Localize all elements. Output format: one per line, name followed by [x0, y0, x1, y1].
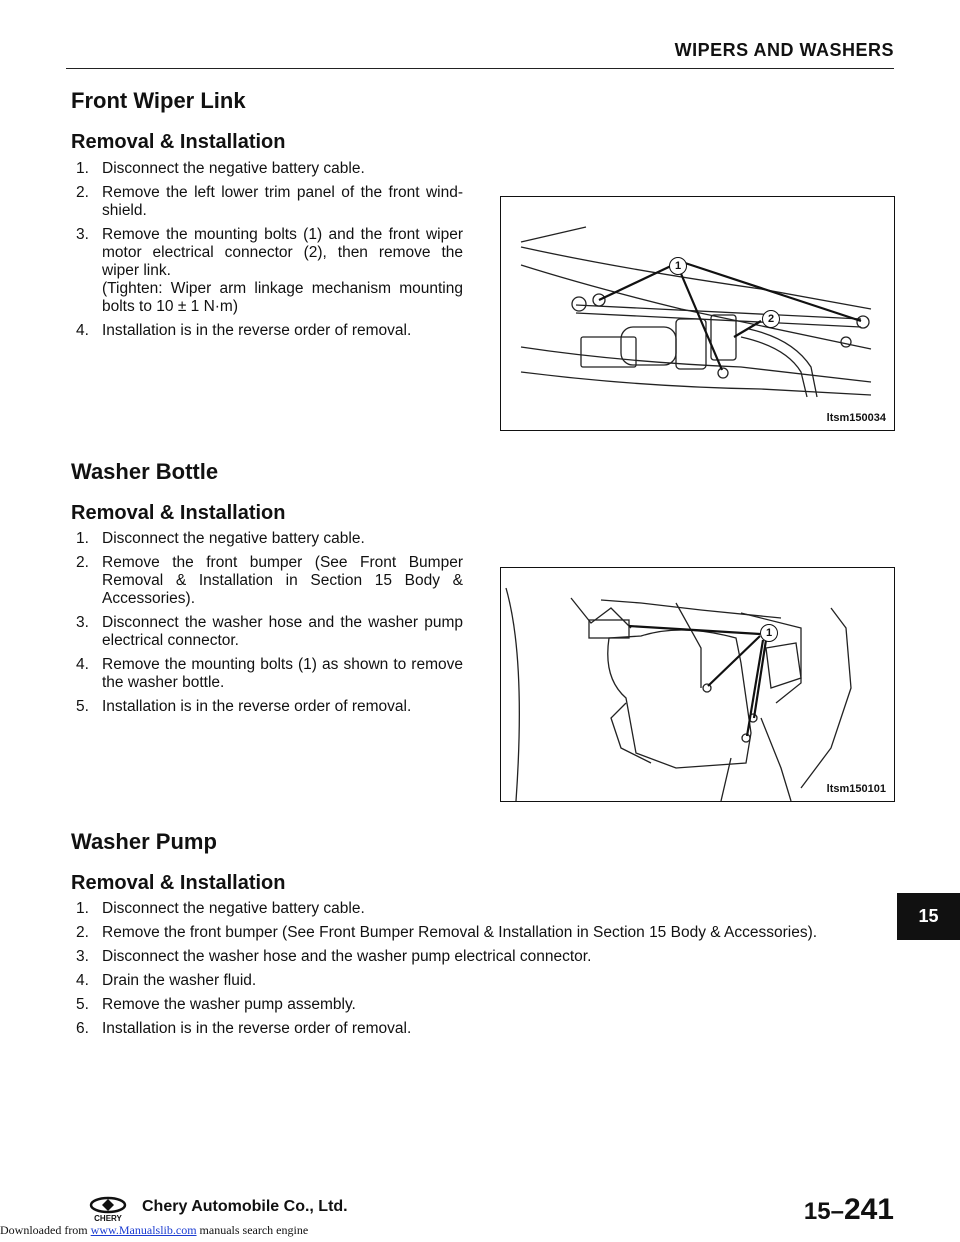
figure-id: ltsm150034	[826, 412, 886, 424]
subsection-title-removal-installation: Removal & Installation	[71, 502, 286, 524]
list-item: 1. Disconnect the negative battery cable.	[76, 530, 365, 547]
list-item: 5. Installation is in the reverse order of removal.	[76, 698, 412, 715]
figure-wiper-link	[500, 196, 895, 431]
download-notice: Downloaded from www.Manualslib.com manuals search engine	[0, 1223, 309, 1237]
steps-washer-pump	[71, 900, 871, 1044]
section-title-washer-pump: Washer Pump	[71, 829, 217, 854]
section-tab[interactable]: 15	[897, 893, 960, 940]
callout-1: 1	[669, 257, 687, 275]
figure-id: ltsm150101	[826, 783, 886, 795]
footer-company: Chery Automobile Co., Ltd.	[142, 1198, 348, 1215]
section-title-front-wiper-link: Front Wiper Link	[71, 88, 246, 113]
manualslib-link[interactable]: www.Manualslib.com	[90, 1223, 197, 1237]
header-rule	[66, 68, 894, 69]
list-item: 2. Remove the front bumper (See Front Bumper Removal & Installation in Section 15 Body & Accessories).	[76, 924, 818, 941]
list-item: 3. Disconnect the washer hose and the washer pump electrical connector.	[76, 614, 463, 649]
figure-washer-bottle	[500, 567, 895, 802]
list-item: 4. Drain the washer fluid.	[76, 972, 257, 989]
wiper-link-illustration	[501, 197, 894, 430]
steps-washer-bottle	[71, 530, 463, 722]
list-item: 2. Remove the left lower trim panel of the front wind-shield.	[76, 184, 463, 219]
list-item: 4. Installation is in the reverse order of removal.	[76, 322, 412, 339]
list-item: 1. Disconnect the negative battery cable.	[76, 160, 365, 177]
running-header-title: WIPERS AND WASHERS	[674, 40, 894, 60]
list-item: 2. Remove the front bumper (See Front Bumper Removal & Installation in Section 15 Body & Accessories).	[76, 554, 463, 607]
list-item: 4. Remove the mounting bolts (1) as shown to remove the washer bottle.	[76, 656, 463, 691]
subsection-title-removal-installation: Removal & Installation	[71, 131, 286, 153]
callout-2: 2	[762, 310, 780, 328]
subsection-title-removal-installation: Removal & Installation	[71, 872, 286, 894]
washer-bottle-illustration	[501, 568, 894, 801]
page-number: 15–241	[803, 1193, 894, 1226]
list-item: 1. Disconnect the negative battery cable.	[76, 900, 365, 917]
list-item: 6. Installation is in the reverse order of removal.	[76, 1020, 412, 1037]
chery-logo-icon	[88, 1196, 128, 1222]
steps-front-wiper-link	[71, 160, 463, 346]
callout-1: 1	[760, 624, 778, 642]
list-item: 5. Remove the washer pump assembly.	[76, 996, 356, 1013]
logo-text: CHERY	[94, 1214, 122, 1222]
torque-note: (Tighten: Wiper arm linkage mechanism mounting bolts to 10 ± 1 N·m)	[102, 280, 463, 315]
section-title-washer-bottle: Washer Bottle	[71, 459, 219, 484]
list-item: 3. Remove the mounting bolts (1) and the front wiper motor electrical connector (2), then remove the wiper link. (Tighten: Wiper arm linkage mechanism mounting bolts to 10 ± 1 N·m)	[76, 226, 463, 315]
list-item: 3. Disconnect the washer hose and the washer pump electrical connector.	[76, 948, 592, 965]
